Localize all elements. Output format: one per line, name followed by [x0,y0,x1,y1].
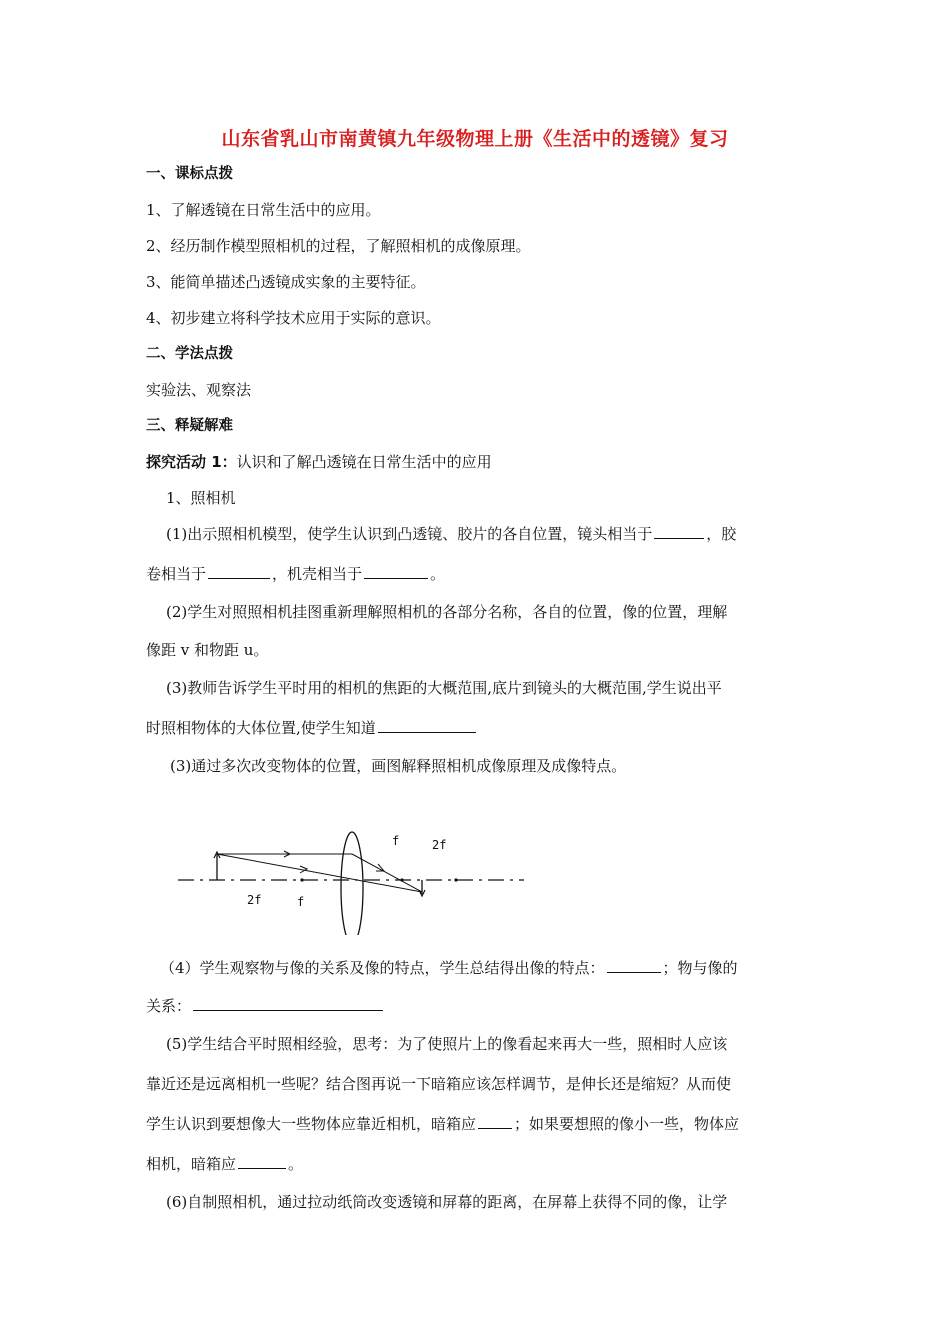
paragraph-4: (3)通过多次改变物体的位置，画图解释照相机成像原理及成像特点。 [170,757,627,775]
label-right-f: f [392,834,400,848]
label-left-2f: 2f [247,893,262,907]
paragraph-1-line-1: (1)出示照相机模型，使学生认识到凸透镜、胶片的各自位置，镜头相当于 ，胶 [166,525,737,543]
center-ray [217,854,422,892]
paragraph-2-line-2: 像距 v 和物距 u。 [146,641,269,659]
section-heading-3: 三、释疑解难 [146,418,233,434]
section-heading-1: 一、课标点拨 [146,166,233,182]
answer-blank[interactable] [378,718,476,733]
activity-line [146,452,492,472]
focal-point [454,878,457,881]
paragraph-2-line-1: (2)学生对照照相机挂图重新理解照相机的各部分名称，各自的位置，像的位置，理解 [166,603,728,621]
activity-label: 探究活动 1： [146,453,237,471]
section-heading-2: 二、学法点拨 [146,346,233,362]
answer-blank[interactable] [478,1114,512,1129]
objective-item: 3、能简单描述凸透镜成实象的主要特征。 [146,273,426,291]
answer-blank[interactable] [654,524,704,539]
paragraph-3-line-1: (3)教师告诉学生平时用的相机的焦距的大概范围,底片到镜头的大概范围,学生说出平 [166,679,722,697]
paragraph-6-line-1: (5)学生结合平时照相经验，思考：为了使照片上的像看起来再大一些，照相时人应该 [166,1035,728,1053]
paragraph-6-line-2: 靠近还是远离相机一些呢？结合图再说一下暗箱应该怎样调节，是伸长还是缩短？从而使 [146,1075,732,1093]
answer-blank[interactable] [364,564,428,579]
paragraph-6-line-4: 相机，暗箱应 。 [146,1155,304,1173]
focal-point [300,878,303,881]
lens-ray-diagram [172,820,552,935]
paragraph-1-line-2: 卷相当于 ，机壳相当于 。 [146,565,446,583]
label-right-2f: 2f [432,838,447,852]
answer-blank[interactable] [208,564,270,579]
paragraph-5-line-1: （4）学生观察物与像的关系及像的特点，学生总结得出像的特点： ；物与像的 [160,959,738,977]
convex-lens [341,832,363,935]
answer-blank[interactable] [238,1154,286,1169]
paragraph-3-line-2: 时照相物体的大体位置,使学生知道 [146,718,478,738]
label-left-f: f [297,895,305,909]
focal-point [400,878,403,881]
objective-item: 4、初步建立将科学技术应用于实际的意识。 [146,309,441,327]
answer-blank[interactable] [607,958,661,973]
paragraph-7-line-1: (6)自制照相机，通过拉动纸筒改变透镜和屏幕的距离，在屏幕上获得不同的像，让学 [166,1193,728,1211]
answer-blank[interactable] [193,996,383,1011]
page-title: 山东省乳山市南黄镇九年级物理上册《生活中的透镜》复习 [221,128,729,150]
paragraph-5-line-2: 关系： [146,996,385,1016]
method-text: 实验法、观察法 [146,381,252,399]
objective-item: 1、了解透镜在日常生活中的应用。 [146,201,381,219]
objective-item: 2、经历制作模型照相机的过程，了解照相机的成像原理。 [146,237,531,255]
activity-text: 认识和了解凸透镜在日常生活中的应用 [236,453,492,471]
paragraph-6-line-3: 学生认识到要想像大一些物体应靠近相机，暗箱应 ；如果要想照的像小一些，物体应 [146,1115,740,1133]
subsection-camera: 1、照相机 [166,489,236,507]
